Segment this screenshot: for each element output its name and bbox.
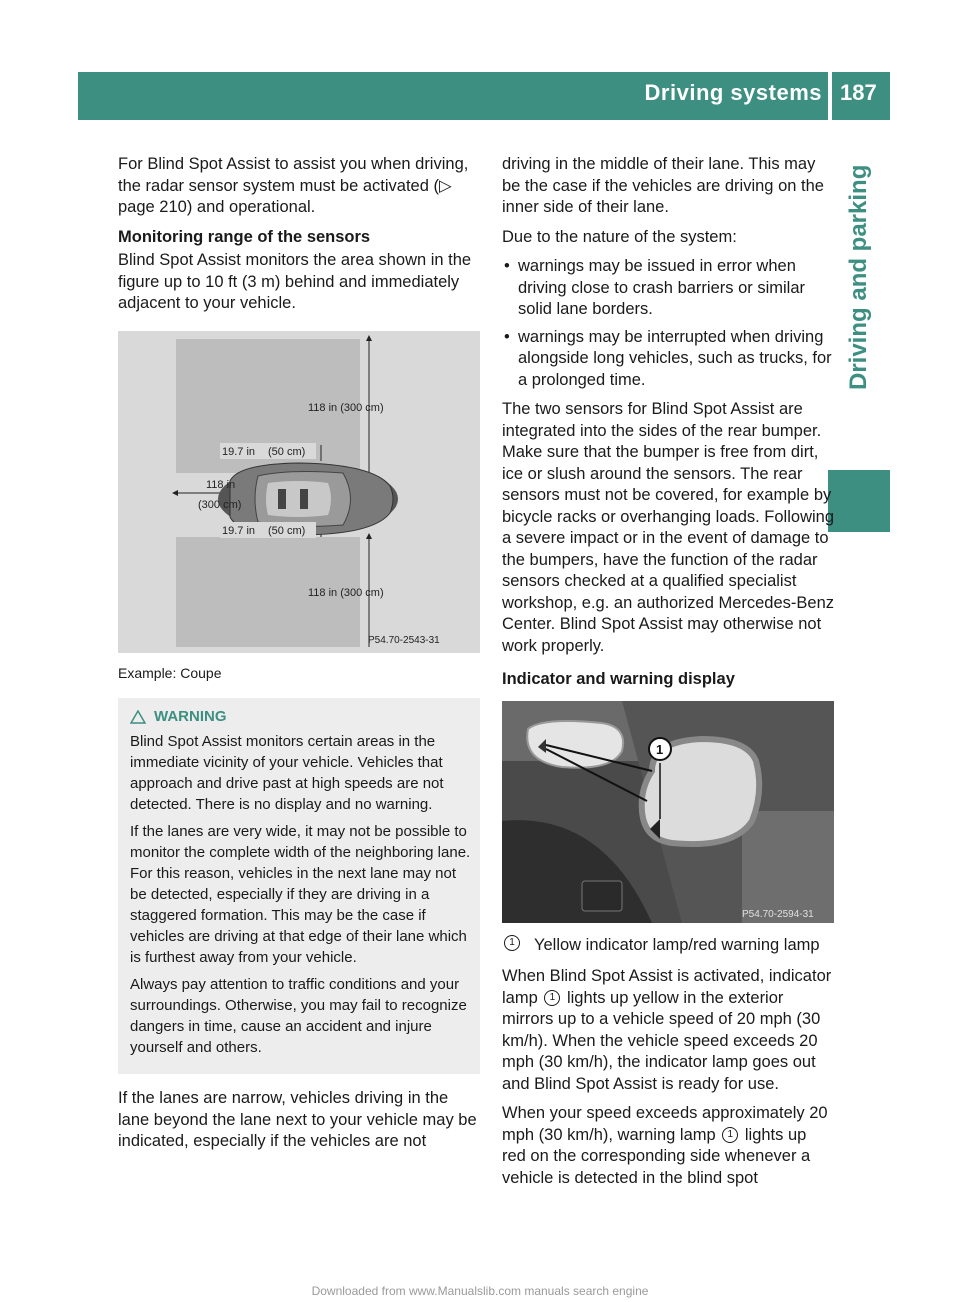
side-tab-marker: [828, 470, 890, 532]
indicator-heading: Indicator and warning display: [502, 670, 735, 688]
callout-1-icon: 1: [722, 1127, 738, 1143]
activation-paragraph: When Blind Spot Assist is activated, indicator lamp 1 lights up yellow in the exterior mirrors up to a vehicle speed of 20 mph (30 km/h). When the vehicle speed exceeds 20 mph (30 km/h), the indicator lamp goes out and Blind Spot Assist is ready for use.: [502, 967, 832, 1093]
bottom-width-cm-label: (50 cm): [268, 524, 306, 537]
sensor-range-figure: [118, 331, 480, 653]
page-number: 187: [840, 80, 877, 105]
continued-paragraph: driving in the middle of their lane. This may be the case if the vehicles are driving on the inner side of their lane.: [502, 155, 824, 216]
mirror-photo: [502, 701, 834, 923]
callout-1-icon: 1: [544, 990, 560, 1006]
footer-watermark: Downloaded from www.Manualslib.com manuals search engine: [311, 1284, 649, 1298]
legend-text: Yellow indicator lamp/red warning lamp: [534, 935, 820, 954]
side-tab-label: Driving and parking: [845, 164, 872, 390]
nature-intro: Due to the nature of the system:: [502, 227, 737, 246]
callout-1-icon: 1: [504, 935, 520, 951]
list-item: • warnings may be interrupted when driving alongside long vehicles, such as trucks, for a prolonged time.: [504, 327, 832, 389]
left-column: [118, 154, 480, 1161]
bottom-width-in-label: 19.7 in: [222, 524, 256, 537]
sensor-range-diagram: [118, 331, 480, 653]
top-width-cm-label: (50 cm): [268, 445, 306, 458]
rear-range-cm-label: (300 cm): [198, 498, 242, 511]
sensors-paragraph: The two sensors for Blind Spot Assist are integrated into the sides of the rear bumper. Make sure that the bumper is free from dirt, ice or slush around the sensors. The rear sensors must not be covered, for example by bicycle racks or overhanging loads. Following a severe impact or in the event of damage to the bumpers, have the function of the radar sensors checked at a qualified specialist workshop, e.g. an authorized Mercedes-Benz Center. Blind Spot Assist may otherwise not work properly.: [502, 400, 835, 655]
warning-lamp-paragraph: When your speed exceeds approximately 20 mph (30 km/h), warning lamp 1 lights up red on the corresponding side whenever a vehicle is detected in the blind spot: [502, 1104, 828, 1187]
rear-range-in-label: 118 in: [206, 478, 236, 491]
legend-item: [502, 935, 834, 957]
warning-box: [118, 698, 480, 1074]
mirror-illustration: [502, 701, 834, 923]
narrow-lanes-paragraph: If the lanes are narrow, vehicles driving in the lane beyond the lane next to your vehicle may be indicated, especially if the vehicles are not: [118, 1089, 477, 1150]
list-item: • warnings may be issued in error when driving close to crash barriers or similar solid lane borders.: [504, 257, 806, 318]
top-range-label: 118 in (300 cm): [308, 401, 384, 414]
nature-list: [502, 256, 834, 391]
warning-triangle-icon: [130, 710, 146, 724]
monitoring-paragraph: Blind Spot Assist monitors the area shown in the figure up to 10 ft (3 m) behind and immediately adjacent to your vehicle.: [118, 251, 472, 312]
right-column: [502, 154, 834, 1197]
top-width-in-label: 19.7 in: [222, 445, 256, 458]
figure-caption: Example: Coupe: [118, 664, 222, 681]
figure-code: P54.70-2543-31: [368, 634, 440, 646]
intro-paragraph: For Blind Spot Assist to assist you when driving, the radar sensor system must be activated (▷ page 210) and operational.: [118, 155, 469, 216]
bottom-range-label: 118 in (300 cm): [308, 586, 384, 599]
photo-callout-1: 1: [656, 741, 664, 757]
warning-title-row: [130, 706, 472, 727]
warning-paragraph-1: Blind Spot Assist monitors certain areas in the immediate vicinity of your vehicle. Vehicles that approach and drive past at high speeds are not detected. There is no display and no warning.: [130, 733, 444, 813]
monitoring-heading: Monitoring range of the sensors: [118, 227, 371, 246]
photo-figure-code: P54.70-2594-31: [742, 908, 814, 920]
warning-paragraph-3: Always pay attention to traffic conditions and your surroundings. Otherwise, you may fail to recognize dangers in time, cause an accident and injure yourself and others.: [130, 976, 467, 1056]
section-title: Driving systems: [644, 80, 822, 105]
warning-title: WARNING: [154, 708, 227, 725]
header-divider: [828, 72, 832, 120]
warning-paragraph-2: If the lanes are very wide, it may not be possible to monitor the complete width of the neighboring lane. For this reason, vehicles in the next lane may not be detected, especially if they are driving in a staggered formation. This may be the case if vehicles are driving at that edge of their lane which is furthest away from your vehicle.: [130, 823, 471, 966]
